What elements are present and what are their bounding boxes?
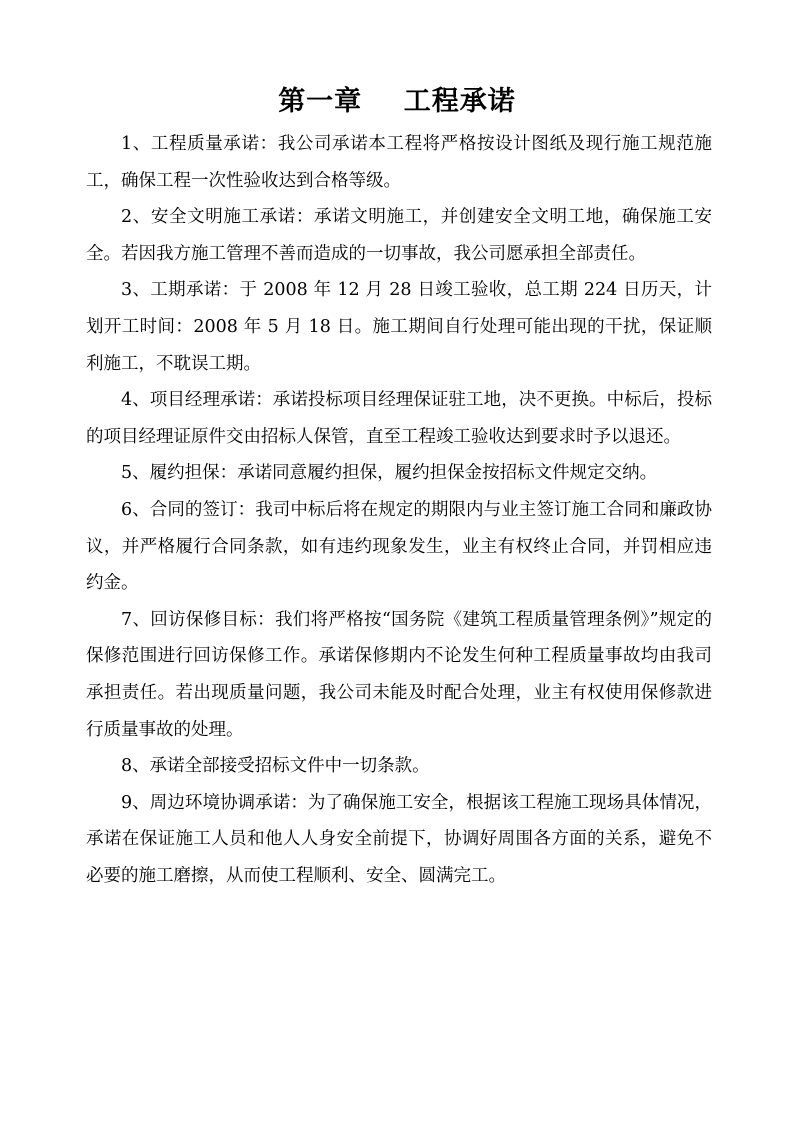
- commitment-environment: 9、周边环境协调承诺：为了确保施工安全，根据该工程施工现场具体情况，承诺在保证施工人员和他人人身安全前提下，协调好周围各方面的关系，避免不必要的施工磨擦，从而使工程顺利、安全、圆满完工。: [86, 792, 712, 886]
- commitment-tender-terms: 8、承诺全部接受招标文件中一切条款。: [121, 756, 430, 777]
- chapter-title: 第一章 工程承诺: [278, 86, 516, 117]
- commitment-contract-signing: 6、合同的签订：我司中标后将在规定的期限内与业主签订施工合同和廉政协议，并严格履行合同条款，如有违约现象发生，业主有权终止合同，并罚相应违约金。: [86, 499, 712, 594]
- commitment-project-manager: 4、项目经理承诺：承诺投标项目经理保证驻工地，决不更换。中标后，投标的项目经理证原件交由招标人保管，直至工程竣工验收达到要求时予以退还。: [86, 390, 712, 447]
- commitment-quality: 1、工程质量承诺：我公司承诺本工程将严格按设计图纸及现行施工规范施工，确保工程一次性验收达到合格等级。: [86, 134, 712, 191]
- commitment-performance-bond: 5、履约担保：承诺同意履约担保，履约担保金按招标文件规定交纳。: [121, 463, 658, 484]
- commitment-safety: 2、安全文明施工承诺：承诺文明施工，并创建安全文明工地，确保施工安全。若因我方施工管理不善而造成的一切事故，我公司愿承担全部责任。: [86, 207, 712, 264]
- commitment-list: [86, 126, 712, 894]
- commitment-warranty: 7、回访保修目标：我们将严格按“国务院《建筑工程质量管理条例》”规定的保修范围进行回访保修工作。承诺保修期内不论发生何种工程质量事故均由我司承担责任。若出现质量问题，我公司未能及时配合处理，业主有权使用保修款进行质量事故的处理。: [86, 609, 712, 740]
- commitment-schedule: 3、工期承诺：于 2008 年 12 月 28 日竣工验收，总工期 224 日历天，计划开工时间：2008 年 5 月 18 日。施工期间自行处理可能出现的干扰，保证顺利施工，不耽误工期。: [86, 280, 712, 374]
